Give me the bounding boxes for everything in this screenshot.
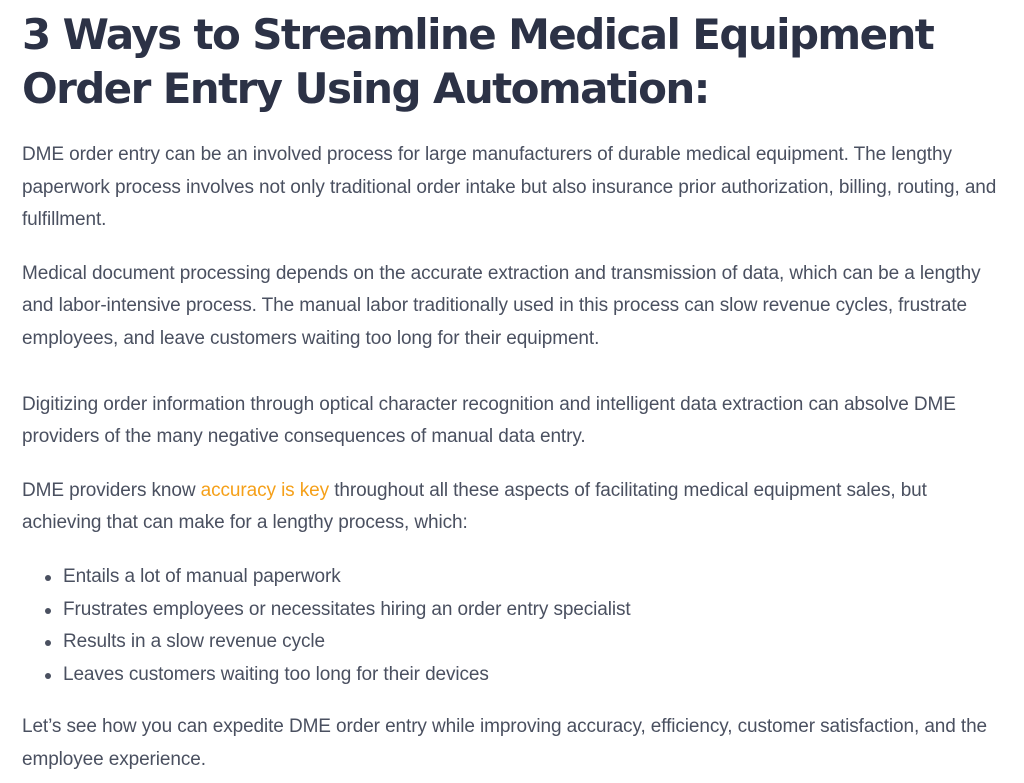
bullet-icon: [45, 575, 51, 581]
consequences-list: [22, 561, 1007, 691]
intro-paragraph: DME order entry can be an involved process for large manufacturers of durable medical equipment. The lengthy paperwork process involves not only traditional order intake but also insurance prior authorization, billing, routing, and fulfillment.: [22, 144, 997, 231]
closing-paragraph: Let’s see how you can expedite DME order entry while improving accuracy, efficiency, customer satisfaction, and the employee experience.: [22, 716, 988, 770]
list-item-text: Frustrates employees or necessitates hiring an order entry specialist: [63, 598, 631, 620]
digitizing-paragraph: Digitizing order information through optical character recognition and intelligent data extraction can absolve DME providers of the many negative consequences of manual data entry.: [22, 393, 956, 448]
list-item: [63, 659, 1007, 692]
bullet-icon: [45, 608, 51, 614]
accuracy-paragraph-before: DME providers know: [22, 479, 201, 501]
list-item: [63, 561, 1007, 594]
article-title: 3 Ways to Streamline Medical Equipment Order Entry Using Automation:: [22, 10, 934, 113]
accuracy-paragraph: [22, 475, 1007, 540]
accuracy-is-key-link[interactable]: accuracy is key: [200, 479, 330, 501]
article: [22, 0, 1007, 777]
list-item: [63, 626, 1007, 659]
list-item: [63, 594, 1007, 627]
list-item-text: Results in a slow revenue cycle: [63, 631, 325, 653]
list-item-text: Leaves customers waiting too long for their devices: [63, 663, 489, 685]
list-item-text: Entails a lot of manual paperwork: [63, 565, 341, 587]
document-processing-paragraph: Medical document processing depends on the accurate extraction and transmission of data, which can be a lengthy and labor-intensive process. The manual labor traditionally used in this process can slow revenue cycles, frustrate employees, and leave customers waiting too long for their equipment.: [22, 262, 981, 349]
accuracy-paragraph-after: throughout all these aspects of facilitating medical equipment sales, but achieving that can make for a lengthy process, which:: [22, 479, 927, 534]
bullet-icon: [45, 640, 51, 646]
bullet-icon: [45, 673, 51, 679]
